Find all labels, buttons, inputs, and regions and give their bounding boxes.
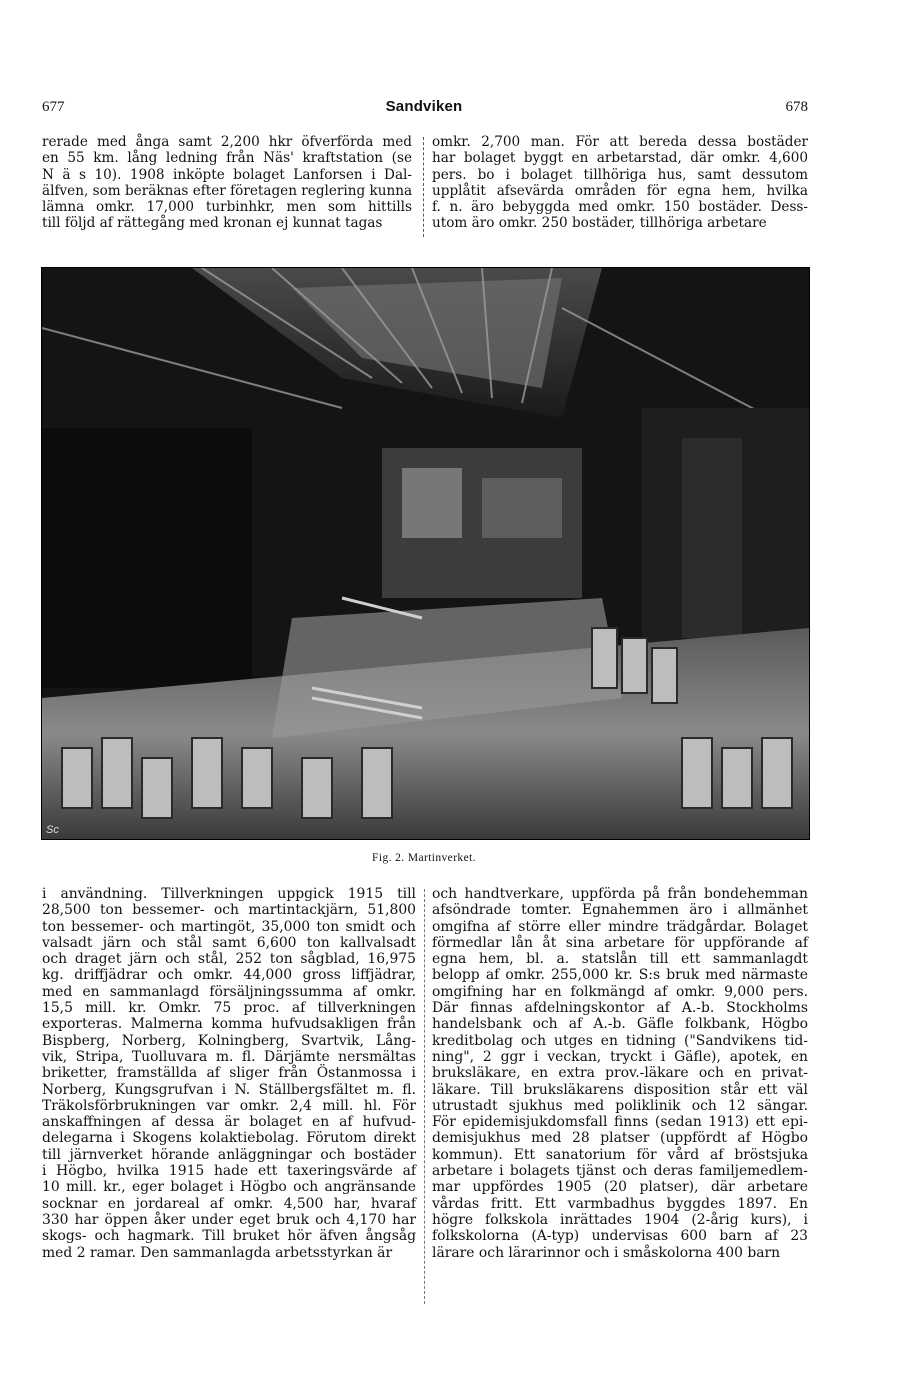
text-line: För epidemisjukdomsfall finns (sedan 1913) ett epi- bbox=[432, 1114, 808, 1131]
photographer-mark: Sc bbox=[46, 824, 59, 836]
text-line: handelsbank och af A.-b. Gäfle folkbank, Högbo bbox=[432, 1016, 808, 1033]
top-right-column bbox=[432, 134, 808, 232]
text-line: demisjukhus med 28 platser (uppfördt af Högbo bbox=[432, 1130, 808, 1147]
text-line: i användning. Tillverkningen uppgick 1915 till bbox=[42, 886, 416, 902]
top-left-column bbox=[42, 134, 412, 232]
text-line: mar uppfördes 1905 (20 platser), där arbetare bbox=[432, 1179, 808, 1196]
text-line: egna hem, bl. a. statslån till ett sammanlagdt bbox=[432, 951, 808, 968]
page-header bbox=[0, 97, 920, 121]
text-line: förmedlar lån åt sina arbetare för uppförande af bbox=[432, 934, 808, 951]
text-line: exporteras. Malmerna komma hufvudsakligen från bbox=[42, 1016, 416, 1033]
text-line: en 55 km. lång ledning från Näs' kraftstation (se bbox=[42, 150, 412, 167]
text-line: skogs- och hagmark. Till bruket hör äfven ångsåg bbox=[42, 1228, 416, 1245]
text-line: upplåtit afsevärda områden för egna hem, hvilka bbox=[432, 182, 808, 199]
text-line: valsadt järn och stål samt 6,600 ton kallvalsadt bbox=[42, 934, 416, 951]
factory-interior-illustration bbox=[42, 268, 809, 839]
text-line: bruksläkare, en extra prov.-läkare och en privat- bbox=[432, 1065, 808, 1082]
text-line: till järnverket hörande anläggningar och bostäder bbox=[42, 1146, 416, 1163]
text-line: vårdas fritt. Ett varmbadhus byggdes 1897. En bbox=[432, 1195, 808, 1212]
text-line: 28,500 ton bessemer- och martintackjärn, 51,800 bbox=[42, 902, 416, 919]
page-number-left: 677 bbox=[42, 99, 65, 115]
text-line: delegarna i Skogens kolaktiebolag. Förutom direkt bbox=[42, 1130, 416, 1147]
figure-photo-martinverket bbox=[41, 267, 810, 840]
column-divider-bottom bbox=[424, 889, 426, 1304]
text-line: omkr. 2,700 man. För att bereda dessa bostäder bbox=[432, 134, 808, 150]
text-line: N ä s 10). 1908 inköpte bolaget Lanforsen i Dal- bbox=[42, 166, 412, 183]
figure-caption: Fig. 2. Martinverket. bbox=[372, 852, 476, 864]
text-line: 330 har öppen åker under eget bruk och 4,170 har bbox=[42, 1211, 416, 1228]
text-line: socknar en jordareal af omkr. 4,500 har, hvaraf bbox=[42, 1195, 416, 1212]
text-line: i Högbo, hvilka 1915 hade ett taxeringsvärde af bbox=[42, 1163, 416, 1180]
text-line: med 2 ramar. Den sammanlagda arbetsstyrkan är bbox=[42, 1244, 393, 1261]
text-line: ning", 2 ggr i veckan, tryckt i Gäfle), apotek, en bbox=[432, 1048, 808, 1065]
text-line: högre folkskola inrättades 1904 (2-årig kurs), i bbox=[432, 1211, 808, 1228]
text-line: till följd af rättegång med kronan ej kunnat tagas bbox=[42, 215, 383, 232]
text-line: älfven, som beräknas efter företagen reglering kunna bbox=[42, 182, 413, 199]
text-line: omgifning har en folkmängd af omkr. 9,000 pers. bbox=[432, 983, 808, 1000]
text-line: afsöndrade tomter. Egnahemmen äro i allmänhet bbox=[432, 902, 808, 919]
text-line: har bolaget byggt en arbetarstad, där omkr. 4,600 bbox=[432, 150, 808, 167]
text-line: Där finnas afdelningskontor af A.-b. Stockholms bbox=[432, 1000, 808, 1017]
text-line: läkare. Till bruksläkarens disposition står ett väl bbox=[432, 1081, 808, 1098]
text-line: Träkolsförbrukningen var omkr. 2,4 mill. hl. För bbox=[42, 1097, 416, 1114]
text-line: omgifna af större eller mindre trädgårdar. Bolaget bbox=[432, 918, 808, 935]
text-line: anskaffningen af dessa är bolaget en af hufvud- bbox=[42, 1114, 416, 1131]
page-number-right: 678 bbox=[785, 99, 808, 115]
text-line: vik, Stripa, Tuolluvara m. fl. Därjämte nersmältas bbox=[42, 1048, 416, 1065]
running-title: Sandviken bbox=[385, 98, 463, 115]
bottom-right-column bbox=[432, 886, 808, 1261]
text-line: lärare och lärarinnor och i småskolorna 400 barn bbox=[432, 1244, 781, 1261]
text-line: ton bessemer- och martingöt, 35,000 ton smidt och bbox=[42, 918, 416, 935]
column-divider-top bbox=[423, 137, 425, 237]
text-line: lämna omkr. 17,000 turbinhkr, men som hittills bbox=[42, 199, 412, 216]
text-line: kreditbolag och utges en tidning ("Sandvikens tid- bbox=[432, 1032, 808, 1049]
text-line: Bispberg, Norberg, Kolningberg, Svartvik, Lång- bbox=[42, 1032, 416, 1049]
text-line: kommun). Ett sanatorium för vård af bröstsjuka bbox=[432, 1146, 808, 1163]
bottom-left-column bbox=[42, 886, 416, 1261]
text-line: rerade med ånga samt 2,200 hkr öfverförda med bbox=[42, 134, 412, 150]
text-line: arbetare i bolagets tjänst och deras familjemedlem- bbox=[432, 1163, 808, 1180]
text-line: med en sammanlagd försäljningssumma af omkr. bbox=[42, 983, 416, 1000]
text-line: briketter, framställda af sliger från Östanmossa i bbox=[42, 1065, 416, 1082]
text-line: 10 mill. kr., eger bolaget i Högbo och angränsande bbox=[42, 1179, 416, 1196]
text-line: och handtverkare, uppförda på från bondehemman bbox=[432, 886, 808, 902]
text-line: utom äro omkr. 250 bostäder, tillhöriga arbetare bbox=[432, 215, 767, 232]
text-line: belopp af omkr. 255,000 kr. S:s bruk med närmaste bbox=[432, 967, 808, 984]
text-line: 15,5 mill. kr. Omkr. 75 proc. af tillverkningen bbox=[42, 1000, 416, 1017]
text-line: f. n. äro bebyggda med omkr. 150 bostäder. Dess- bbox=[432, 199, 808, 216]
text-line: pers. bo i bolaget tillhöriga hus, samt dessutom bbox=[432, 166, 808, 183]
text-line: Norberg, Kungsgrufvan i N. Ställbergsfältet m. fl. bbox=[42, 1081, 416, 1098]
text-line: kg. driffjädrar och omkr. 44,000 gross liffjädrar, bbox=[42, 967, 416, 984]
text-line: och draget järn och stål, 252 ton sågblad, 16,975 bbox=[42, 951, 416, 968]
text-line: folkskolorna (A-typ) undervisas 600 barn af 23 bbox=[432, 1228, 808, 1245]
text-line: utrustadt sjukhus med poliklinik och 12 sängar. bbox=[432, 1097, 808, 1114]
